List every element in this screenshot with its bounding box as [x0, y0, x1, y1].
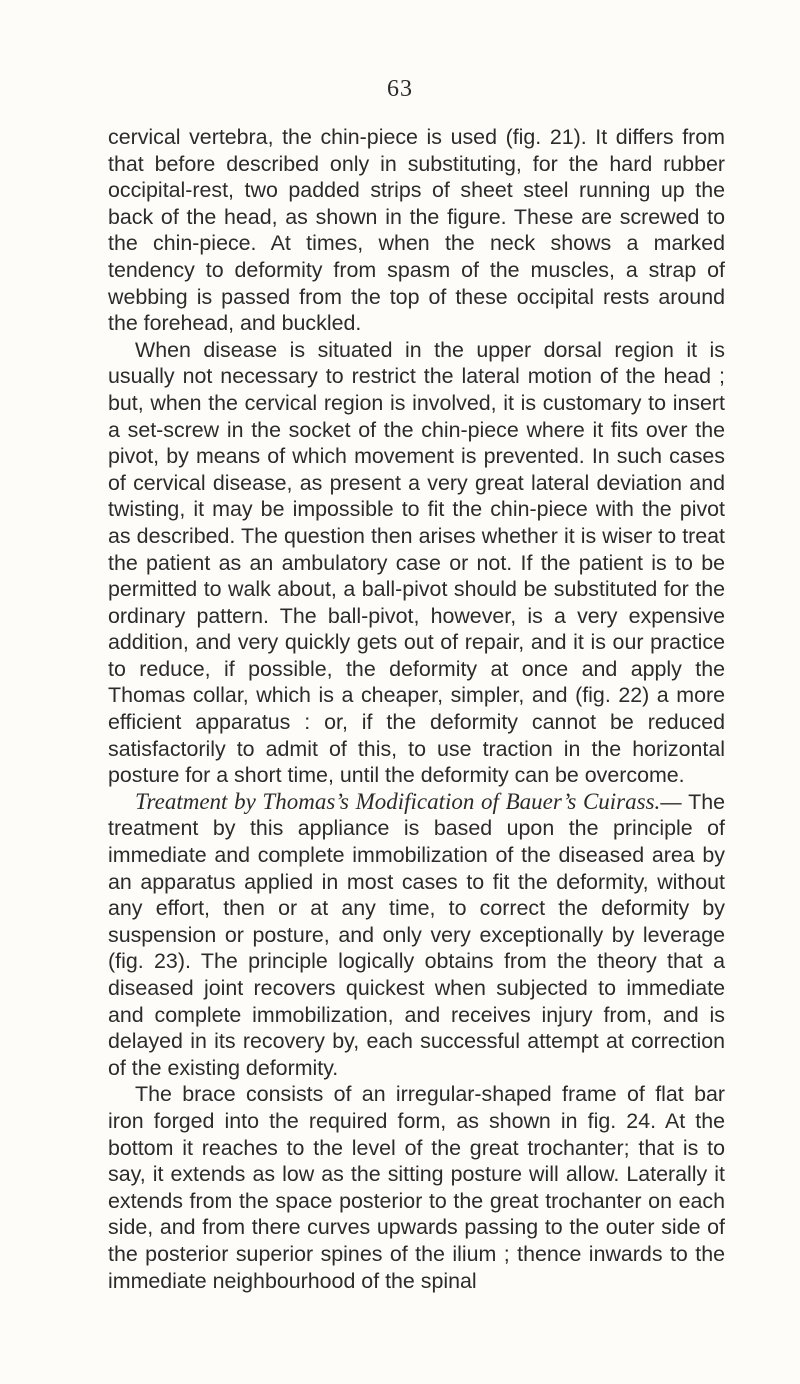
page-number: 63 — [387, 76, 413, 102]
paragraph-4: The brace consists of an irregular-shaped frame of flat bar iron forged into the required form, as shown in fig. 24. At the bottom it reaches to the level of the great trochanter; that is to say, it extends as low as the sitting posture will allow. Laterally it extends from the space posterior to the great trochanter on each side, and from there curves upwards passing to the outer side of the posterior superior spines of the ilium ; thence inwards to the immediate neighbourhood of the spinal — [108, 1082, 725, 1293]
body-text — [108, 124, 725, 1294]
paragraph-1: cervical vertebra, the chin-piece is used (fig. 21). It differs from that before described only in substituting, for the hard rubber occipital-rest, two padded strips of sheet steel running up the back of the head, as shown in the figure. These are screwed to the chin-piece. At times, when the neck shows a marked tendency to deformity from spasm of the muscles, a strap of webbing is passed from the top of these occipital rests around the forehead, and buckled. — [108, 125, 725, 336]
paragraph-3-body: — The treatment by this appliance is based upon the principle of immediate and complete immobilization of the diseased area by an apparatus applied in most cases to fit the deformity, without any effort, then or at any time, to correct the deformity by suspension or posture, and only very exceptionally by leverage (fig. 23). The principle logically obtains from the theory that a diseased joint recovers quickest when subjected to immediate and complete immobilization, and receives injury from, and is delayed in its recovery by, each successful attempt at correction of the existing deformity. — [108, 789, 725, 1080]
paragraph-2: When disease is situated in the upper dorsal region it is usually not necessary to restrict the lateral motion of the head ; but, when the cervical region is involved, it is customary to insert a set-screw in the socket of the chin-piece where it fits over the pivot, by means of which movement is prevented. In such cases of cervical disease, as present a very great lateral deviation and twisting, it may be impossible to fit the chin-piece with the pivot as described. The question then arises whether it is wiser to treat the patient as an ambulatory case or not. If the patient is to be permitted to walk about, a ball-pivot should be substituted for the ordinary pattern. The ball-pivot, however, is a very expensive addition, and very quickly gets out of repair, and it is our practice to reduce, if possible, the deformity at once and apply the Thomas collar, which is a cheaper, simpler, and (fig. 22) a more efficient apparatus : or, if the deformity cannot be reduced satisfactorily to admit of this, to use traction in the horizontal posture for a short time, until the deformity can be overcome. — [108, 337, 725, 788]
section-heading: Treatment by Thomas’s Modification of Bauer’s Cuirass. — [135, 788, 661, 814]
paragraph-3 — [108, 789, 725, 1082]
